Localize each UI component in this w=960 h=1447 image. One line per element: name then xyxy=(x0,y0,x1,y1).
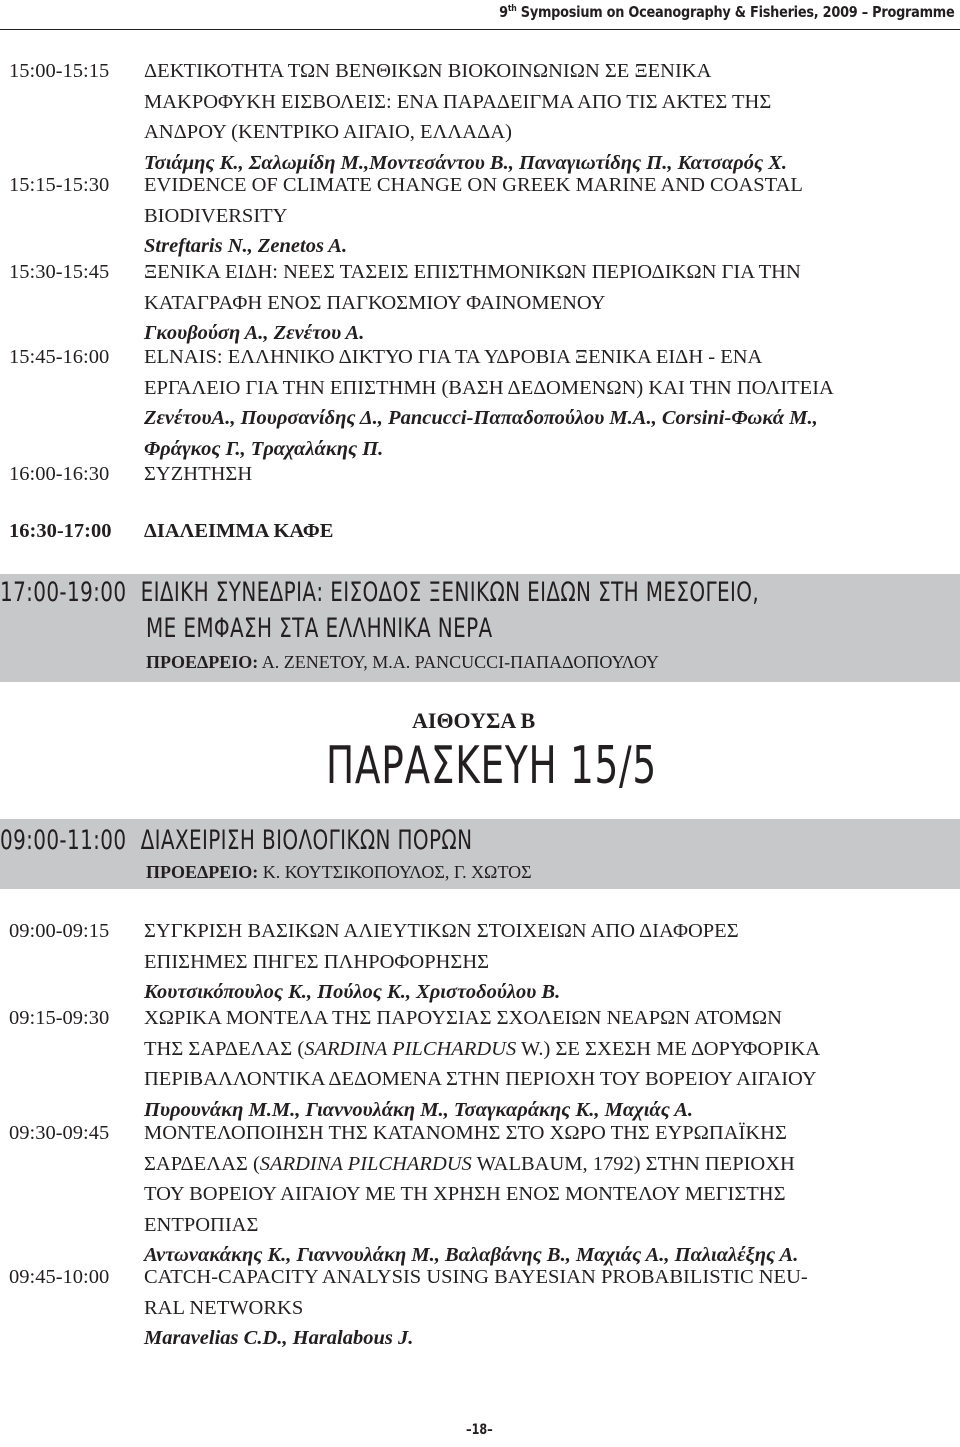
talk-time: 15:15-15:30 xyxy=(9,174,110,196)
talk-time: 15:00-15:15 xyxy=(9,60,110,82)
session-b-title-text: ΔΙΑΧΕΙΡΙΣΗ ΒΙΟΛΟΓΙΚΩΝ ΠΟΡΩΝ xyxy=(140,825,473,856)
header-rule xyxy=(0,29,960,30)
species-name: SARDINA PILCHARDUS xyxy=(304,1037,517,1060)
talk-title-line: ELNAIS: ΕΛΛΗΝΙΚΟ ΔΙΚΤΥΟ ΓΙΑ ΤΑ ΥΔΡΟΒΙΑ ΞΕΝΙΚΑ ΕΙΔΗ - ΕΝΑ xyxy=(144,346,763,368)
special-session-header xyxy=(0,574,960,682)
chair-label: ΠΡΟΕΔΡΕΙΟ: xyxy=(146,862,259,882)
talk-time: 09:15-09:30 xyxy=(9,1007,110,1029)
talk-authors: Κουτσικόπουλος Κ., Πούλος Κ., Χριστοδούλου Β. xyxy=(144,981,561,1003)
talk-time: 09:00-09:15 xyxy=(9,920,110,942)
talk-time: 16:00-16:30 xyxy=(9,463,110,485)
talk-authors: Αντωνακάκης Κ., Γιαννουλάκη Μ., Βαλαβάνης Β., Μαχιάς Α., Παλιαλέξης Α. xyxy=(144,1244,799,1266)
page-number: –18– xyxy=(466,1422,493,1438)
session-b-time: 09:00-11:00 xyxy=(0,825,127,856)
header-ordinal: 9 xyxy=(498,3,508,21)
talk-title-line: ΤΗΣ ΣΑΡΔΕΛΑΣ (SARDINA PILCHARDUS W.) ΣΕ ΣΧΕΣΗ ΜΕ ΔΟΡΥΦΟΡΙΚΑ xyxy=(144,1037,821,1060)
talk-time: 09:30-09:45 xyxy=(9,1122,110,1144)
session-b-chair xyxy=(146,862,532,883)
talk-title-line: ΚΑΤΑΓΡΑΦΗ ΕΝΟΣ ΠΑΓΚΟΣΜΙΟΥ ΦΑΙΝΟΜΕΝΟΥ xyxy=(144,291,606,314)
running-header xyxy=(499,3,954,21)
talk-title-line: ΤΟΥ ΒΟΡΕΙΟΥ ΑΙΓΑΙΟΥ ΜΕ ΤΗ ΧΡΗΣΗ ΕΝΟΣ ΜΟΝΤΕΛΟΥ ΜΕΓΙΣΤΗΣ xyxy=(144,1183,786,1205)
talk-title-line: ΕΡΓΑΛΕΙΟ ΓΙΑ ΤΗΝ ΕΠΙΣΤΗΜΗ (ΒΑΣΗ ΔΕΔΟΜΕΝΩΝ) ΚΑΙ ΤΗΝ ΠΟΛΙΤΕΙΑ xyxy=(144,376,834,399)
special-session-title-line1: ΕΙΔΙΚΗ ΣΥΝΕΔΡΙΑ: ΕΙΣΟΔΟΣ ΞΕΝΙΚΩΝ ΕΙΔΩΝ ΣΤΗ ΜΕΣΟΓΕΙΟ, xyxy=(140,577,760,608)
session-b-title xyxy=(0,825,472,856)
talk-title-line: ΕΝΤΡΟΠΙΑΣ xyxy=(144,1213,259,1236)
talk-title-line: ΣΥΓΚΡΙΣΗ ΒΑΣΙΚΩΝ ΑΛΙΕΥΤΙΚΩΝ ΣΤΟΙΧΕΙΩΝ ΑΠΟ ΔΙΑΦΟΡΕΣ xyxy=(144,920,739,942)
chair-label: ΠΡΟΕΔΡΕΙΟ: xyxy=(146,652,259,672)
header-ordinal-suffix: th xyxy=(507,4,517,14)
talk-title-line: ΜΟΝΤΕΛΟΠΟΙΗΣΗ ΤΗΣ ΚΑΤΑΝΟΜΗΣ ΣΤΟ ΧΩΡΟ ΤΗΣ ΕΥΡΩΠΑΪΚΗΣ xyxy=(144,1122,787,1144)
break-time: 16:30-17:00 xyxy=(9,520,112,542)
chair-names: Α. ΖΕΝΕΤΟΥ, Μ.Α. PANCUCCI-ΠΑΠΑΔΟΠΟΥΛΟΥ xyxy=(258,652,659,672)
talk-title-line: ΧΩΡΙΚΑ ΜΟΝΤΕΛΑ ΤΗΣ ΠΑΡΟΥΣΙΑΣ ΣΧΟΛΕΙΩΝ ΝΕΑΡΩΝ ΑΤΟΜΩΝ xyxy=(144,1007,782,1029)
talk-authors: Maravelias C.D., Haralabous J. xyxy=(144,1327,414,1349)
special-session-chair xyxy=(146,652,659,673)
talk-title-line: ΑΝΔΡΟΥ (ΚΕΝΤΡΙΚΟ ΑΙΓΑΙΟ, ΕΛΛΑΔΑ) xyxy=(144,121,512,143)
session-b-header xyxy=(0,819,960,889)
break-label: ΔΙΑΛΕΙΜΜΑ ΚΑΦΕ xyxy=(144,520,334,542)
day-title: ΠΑΡΑΣΚΕΥΗ 15/5 xyxy=(326,736,657,796)
chair-names: Κ. ΚΟΥΤΣΙΚΟΠΟΥΛΟΣ, Γ. ΧΩΤΟΣ xyxy=(258,862,532,882)
talk-title-line: RAL NETWORKS xyxy=(144,1296,304,1319)
talk-title-line: ΣΥΖΗΤΗΣΗ xyxy=(144,463,253,485)
talk-title-line: ΕΠΙΣΗΜΕΣ ΠΗΓΕΣ ΠΛΗΡΟΦΟΡΗΣΗΣ xyxy=(144,950,490,973)
talk-authors: Πυρουνάκη Μ.Μ., Γιαννουλάκη Μ., Τσαγκαράκης Κ., Μαχιάς Α. xyxy=(144,1098,694,1121)
special-session-title-line2: ΜΕ ΕΜΦΑΣΗ ΣΤΑ ΕΛΛΗΝΙΚΑ ΝΕΡΑ xyxy=(146,613,493,644)
talk-authors: Τσιάμης Κ., Σαλωμίδη Μ.,Μοντεσάντου Β., Παναγιωτίδης Π., Κατσαρός Χ. xyxy=(144,151,788,174)
talk-title-line: ΠΕΡΙΒΑΛΛΟΝΤΙΚΑ ΔΕΔΟΜΕΝΑ ΣΤΗΝ ΠΕΡΙΟΧΗ ΤΟΥ ΒΟΡΕΙΟΥ ΑΙΓΑΙΟΥ xyxy=(144,1068,817,1090)
talk-title-line: CATCH-CAPACITY ANALYSIS USING BAYESIAN PROBABILISTIC NEU- xyxy=(144,1266,808,1288)
special-session-time: 17:00-19:00 xyxy=(0,577,127,608)
room-label: ΑΙΘΟΥΣΑ Β xyxy=(412,708,536,733)
talk-title-line: BIODIVERSITY xyxy=(144,204,288,227)
species-name: SARDINA PILCHARDUS xyxy=(259,1152,472,1175)
talk-authors: Γκουβούση Α., Ζενέτου Α. xyxy=(144,322,365,344)
talk-authors: Streftaris N., Zenetos A. xyxy=(144,235,348,257)
talk-title-line: ΞΕΝΙΚΑ ΕΙΔΗ: ΝΕΕΣ ΤΑΣΕΙΣ ΕΠΙΣΤΗΜΟΝΙΚΩΝ ΠΕΡΙΟΔΙΚΩΝ ΓΙΑ ΤΗΝ xyxy=(144,261,801,283)
talk-title-line: ΣΑΡΔΕΛΑΣ (SARDINA PILCHARDUS WALBAUM, 1792) ΣΤΗΝ ΠΕΡΙΟΧΗ xyxy=(144,1152,795,1175)
talk-time: 09:45-10:00 xyxy=(9,1266,110,1288)
special-session-title xyxy=(0,577,759,608)
talk-time: 15:45-16:00 xyxy=(9,346,110,368)
talk-title-line: EVIDENCE OF CLIMATE CHANGE ON GREEK MARINE AND COASTAL xyxy=(144,174,803,196)
talk-authors: ΖενέτουΑ., Πουρσανίδης Δ., Pancucci-Παπαδοπούλου Μ.Α., Corsini-Φωκά Μ., xyxy=(144,407,818,429)
talk-title-line: ΜΑΚΡΟΦΥΚΗ ΕΙΣΒΟΛΕΙΣ: ΕΝΑ ΠΑΡΑΔΕΙΓΜΑ ΑΠΟ ΤΙΣ ΑΚΤΕΣ ΤΗΣ xyxy=(144,90,772,113)
special-session-title-cont xyxy=(146,613,493,644)
header-title: Symposium on Oceanography & Fisheries, 2009 – Programme xyxy=(516,3,954,21)
talk-time: 15:30-15:45 xyxy=(9,261,110,283)
talk-authors: Φράγκος Γ., Τραχαλάκης Π. xyxy=(144,437,384,460)
talk-title-line: ΔΕΚΤΙΚΟΤΗΤΑ ΤΩΝ ΒΕΝΘΙΚΩΝ ΒΙΟΚΟΙΝΩΝΙΩΝ ΣΕ ΞΕΝΙΚΑ xyxy=(144,60,712,82)
